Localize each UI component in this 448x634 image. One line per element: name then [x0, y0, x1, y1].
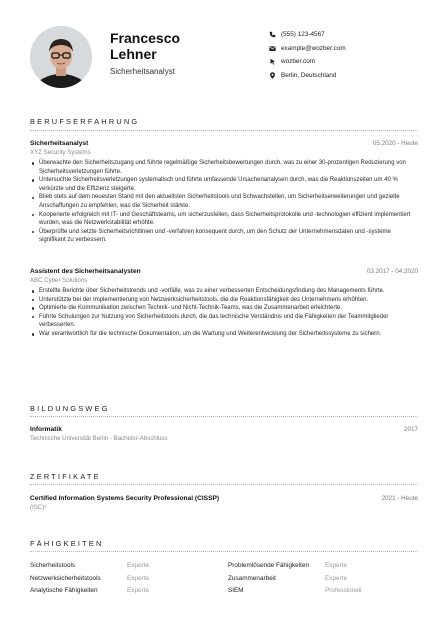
section-divider — [30, 130, 418, 131]
education-date: 2017 — [403, 426, 418, 433]
certificate-title: Certified Information Systems Security Professional (CISSP) — [30, 495, 220, 502]
candidate-title: Sicherheitsanalyst — [110, 67, 175, 76]
job-bullet: Erstellte Berichte über Sicherheitstrends und -vorfälle, was zu einer verbesserten Entscheidungsfindung des Managements führte. — [30, 287, 418, 296]
job-bullet: Überprüfte und setzte Sicherheitsrichtlinien und -verfahren konsequent durch, um den Schutz der Unternehmensdaten und -systeme signifikant zu verbessern. — [30, 228, 418, 245]
job-company: ABC Cyber Solutions — [30, 277, 88, 284]
skill-level: Experte — [127, 562, 150, 569]
job-bullet: Kooperierte erfolgreich mit IT- und Geschäftsteams, um sicherzustellen, dass Sicherheitsprotokolle und -technologien effizient implementiert wurden, was die Netzwerkstabilität erhöhte. — [30, 211, 418, 228]
contact-location-text: Berlin, Deutschland — [281, 71, 337, 79]
job-bullet: Überwachte den Sicherheitszugang und führte regelmäßige Sicherheitsbewertungen durch, was zu einer 30-prozentigen Reduzierung von Sicherheitsverletzungen führte. — [30, 159, 418, 176]
job-bullet: Blieb stets auf dem neuesten Stand mit den aktuellsten Sicherheitstools und Schwachstellen, um Sicherheitserweiterungen und gezielte Anschaffungen zu empfehlen, was die Sicherheit stärkte. — [30, 193, 418, 210]
contact-list — [268, 28, 346, 82]
skills-grid — [30, 562, 418, 600]
skill-name: Sicherheitstools — [30, 562, 76, 569]
contact-website-text: wozber.com — [281, 58, 316, 66]
skill-level: Professionell — [325, 587, 362, 594]
job-bullets — [30, 159, 418, 245]
section-divider — [30, 484, 418, 485]
contact-website[interactable] — [268, 55, 346, 69]
skill-level: Experte — [325, 574, 348, 582]
job-bullet: Führte Schulungen zur Nutzung von Sicherheitstools durch, die das technische Verständnis und die Fähigkeiten der Teammitglieder verbesserten. — [30, 313, 418, 330]
section-heading-education: BILDUNGSWEG — [30, 404, 110, 413]
job-bullet: Unterstützte bei der Implementierung von Netzwerksicherheitstools, die die Reaktionsfähigkeit des Unternehmens erhöhten. — [30, 296, 418, 305]
job-title: Sicherheitsanalyst — [30, 140, 89, 147]
avatar-illustration — [30, 26, 92, 88]
link-icon — [268, 58, 276, 66]
certificate-entry — [30, 495, 418, 512]
section-heading-experience: BERUFSERFAHRUNG — [30, 117, 140, 126]
section-heading-skills: FÄHIGKEITEN — [30, 539, 104, 548]
job-entry — [30, 268, 418, 339]
section-divider — [30, 551, 418, 552]
skill-level: Experte — [325, 562, 348, 569]
skill-name: SIEM — [228, 587, 244, 594]
skill-level: Experte — [127, 574, 150, 582]
contact-email-text: example@wozber.com — [281, 44, 346, 52]
job-entry — [30, 140, 418, 245]
job-bullet: Untersuchte Sicherheitsverletzungen systematisch und führte umfassende Ursachenanalysen durch, was die Reaktionszeiten um 40 % verkürzte und die Effizienz steigerte. — [30, 176, 418, 193]
skills-row — [30, 575, 418, 588]
job-title: Assistent des Sicherheitsanalysten — [30, 268, 141, 275]
contact-phone-text: (555) 123-4567 — [281, 31, 325, 39]
mail-icon — [268, 44, 276, 52]
skill-level: Experte — [127, 587, 150, 594]
certificate-issuer: (ISC)² — [30, 504, 47, 511]
job-company: XYZ Security Systems — [30, 149, 91, 156]
skill-name: Problemlösende Fähigkeiten — [228, 562, 309, 569]
contact-location — [268, 69, 346, 83]
education-institution: Technische Universität Berlin - Bachelor-Abschluss — [30, 435, 168, 442]
candidate-name — [110, 30, 220, 62]
profile-photo — [30, 26, 92, 88]
job-date: 05.2020 - Heute — [372, 140, 418, 147]
skills-row — [30, 587, 418, 600]
job-bullet: War verantwortlich für die technische Dokumentation, um die Wartung und Weiterentwicklung der Sicherheitssysteme zu sichern. — [30, 330, 418, 339]
section-divider — [30, 416, 418, 417]
certificate-date: 2021 - Heute — [381, 495, 418, 502]
skill-name: Zusammenarbeit — [228, 574, 276, 582]
job-bullets — [30, 287, 418, 339]
skill-name: Analytische Fähigkeiten — [30, 587, 98, 594]
resume-header — [30, 26, 420, 92]
contact-email[interactable] — [268, 42, 346, 56]
location-pin-icon — [268, 71, 276, 79]
candidate-name-text: Francesco Lehner — [110, 30, 181, 62]
job-bullet: Optimierte die Kommunikation zwischen Technik- und Nicht-Technik-Teams, was die Zusammenarbeit erleichterte. — [30, 304, 418, 313]
skills-row — [30, 562, 418, 575]
education-title: Informatik — [30, 426, 62, 433]
contact-phone — [268, 28, 346, 42]
section-heading-certificates: ZERTIFIKATE — [30, 472, 101, 481]
job-date: 03.2017 - 04.2020 — [366, 268, 418, 275]
education-entry — [30, 426, 418, 443]
phone-icon — [268, 31, 276, 39]
skill-name: Netzwerksicherheitstools — [30, 574, 101, 582]
